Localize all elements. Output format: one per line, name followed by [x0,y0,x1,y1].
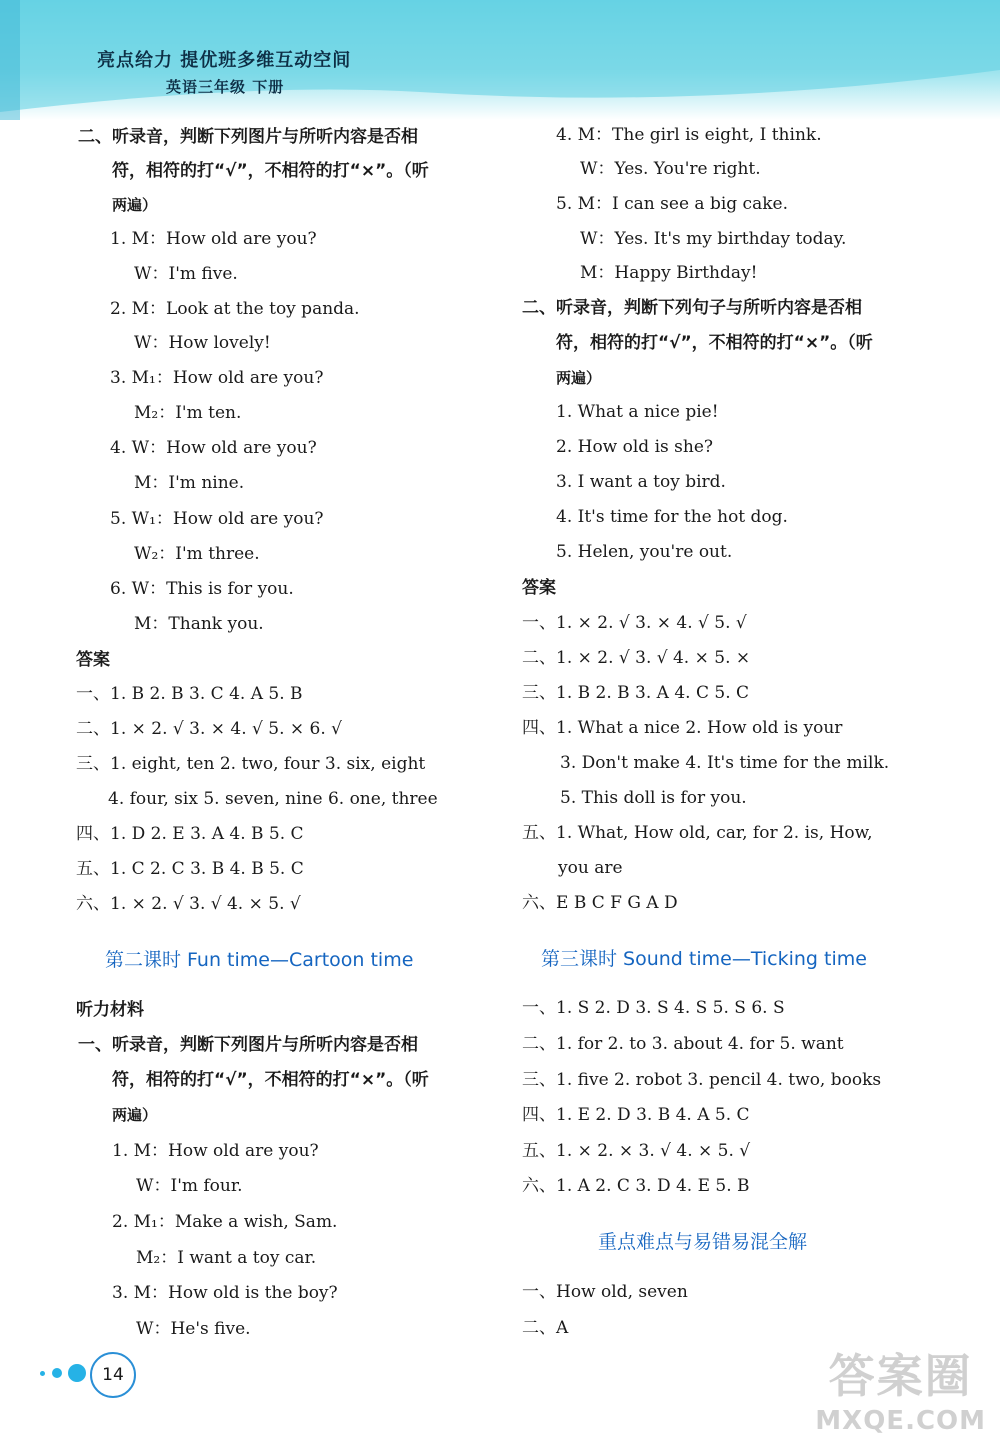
left-line-17: 二、1. × 2. √ 3. × 4. √ 5. × 6. √ [76,719,342,739]
right-answer-heading: 答案 [522,578,556,598]
right-line-14: 一、1. × 2. √ 3. × 4. √ 5. √ [522,613,747,633]
left-line-10: M：I'm nine. [134,473,245,493]
left-line-0: 二、听录音，判断下列图片与所听内容是否相 [78,127,418,147]
right-line-18: 3. Don't make 4. It's time for the milk. [560,753,890,773]
right-line-24: 一、1. S 2. D 3. S 4. S 5. S 6. S [522,998,785,1018]
left-line-22: 六、1. × 2. √ 3. √ 4. × 5. √ [76,894,301,914]
left-line-8: M₂：I'm ten. [134,403,242,423]
decor-dot-small [40,1371,45,1376]
left-line-20: 四、1. D 2. E 3. A 4. B 5. C [76,824,304,844]
right-line-21: you are [558,858,623,878]
left-line-18: 三、1. eight, ten 2. two, four 3. six, eight [76,754,426,774]
left-line-19: 4. four, six 5. seven, nine 6. one, three [108,789,438,809]
left-line-14: M：Thank you. [134,614,264,634]
left-line-16: 一、1. B 2. B 3. C 4. A 5. B [76,684,303,704]
right-line-22: 六、E B C F G A D [522,893,678,913]
right-line-0: 4. M：The girl is eight, I think. [556,125,822,145]
left-line-6: W：How lovely! [134,333,271,353]
left-line-33: W：He's five. [136,1319,251,1339]
watermark-bottom: MXQE.COM [815,1406,986,1436]
watermark-top: 答案圈 [828,1349,973,1403]
left-line-2: 两遍） [112,196,158,214]
left-line-25: 一、听录音，判断下列图片与所听内容是否相 [78,1035,418,1055]
right-line-20: 五、1. What, How old, car, for 2. is, How, [522,823,873,843]
right-line-11: 4. It's time for the hot dog. [556,507,788,527]
left-line-7: 3. M₁：How old are you? [110,368,324,388]
watermark-logo [815,1340,986,1436]
right-line-27: 四、1. E 2. D 3. B 4. A 5. C [522,1105,750,1125]
left-line-4: W：I'm five. [134,264,238,284]
left-line-11: 5. W₁：How old are you? [110,509,324,529]
section-title-lesson-2: 第二课时 Fun time—Cartoon time [105,949,414,971]
right-line-16: 三、1. B 2. B 3. A 4. C 5. C [522,683,750,703]
left-line-12: W₂：I'm three. [134,544,260,564]
left-line-1: 符，相符的打“√”，不相符的打“×”。（听 [112,161,429,181]
left-line-26: 符，相符的打“√”，不相符的打“×”。（听 [112,1070,429,1090]
right-line-3: W：Yes. It's my birthday today. [580,229,847,249]
right-line-6: 符，相符的打“√”，不相符的打“×”。（听 [556,333,873,353]
left-line-30: 2. M₁：Make a wish, Sam. [112,1212,338,1232]
right-line-9: 2. How old is she? [556,437,714,457]
left-answer-heading: 答案 [76,650,110,670]
left-line-31: M₂：I want a toy car. [136,1248,317,1268]
left-line-32: 3. M：How old is the boy? [112,1283,338,1303]
right-line-4: M：Happy Birthday! [580,263,758,283]
left-line-5: 2. M：Look at the toy panda. [110,299,360,319]
right-line-5: 二、听录音，判断下列句子与所听内容是否相 [522,298,862,318]
left-line-9: 4. W：How old are you? [110,438,317,458]
right-line-12: 5. Helen, you're out. [556,542,733,562]
left-line-21: 五、1. C 2. C 3. B 4. B 5. C [76,859,304,879]
right-line-17: 四、1. What a nice 2. How old is your [522,718,843,738]
right-line-2: 5. M：I can see a big cake. [556,194,788,214]
right-line-28: 五、1. × 2. × 3. √ 4. × 5. √ [522,1141,751,1161]
decor-dot-medium [52,1368,62,1378]
section-title-key-points: 重点难点与易错易混全解 [598,1231,808,1253]
left-line-3: 1. M：How old are you? [110,229,317,249]
right-line-8: 1. What a nice pie! [556,402,719,422]
right-line-10: 3. I want a toy bird. [556,472,726,492]
listening-material-heading: 听力材料 [76,1000,144,1020]
right-line-32: 二、A [522,1318,569,1338]
right-line-7: 两遍） [556,369,602,387]
page-number: 14 [90,1352,136,1398]
left-line-13: 6. W：This is for you. [110,579,294,599]
left-line-28: 1. M：How old are you? [112,1141,319,1161]
section-title-lesson-3: 第三课时 Sound time—Ticking time [541,948,867,970]
right-line-19: 5. This doll is for you. [560,788,747,808]
right-line-26: 三、1. five 2. robot 3. pencil 4. two, books [522,1070,882,1090]
book-series-title: 亮点给力 提优班多维互动空间 [97,50,352,71]
right-line-25: 二、1. for 2. to 3. about 4. for 5. want [522,1034,844,1054]
left-line-27: 两遍） [112,1106,158,1124]
right-line-31: 一、How old, seven [522,1282,688,1302]
decor-dot-large [68,1364,86,1382]
right-line-15: 二、1. × 2. √ 3. √ 4. × 5. × [522,648,751,668]
book-subtitle: 英语三年级 下册 [166,78,285,96]
right-line-1: W：Yes. You're right. [580,159,761,179]
right-line-29: 六、1. A 2. C 3. D 4. E 5. B [522,1176,750,1196]
left-line-29: W：I'm four. [136,1176,243,1196]
